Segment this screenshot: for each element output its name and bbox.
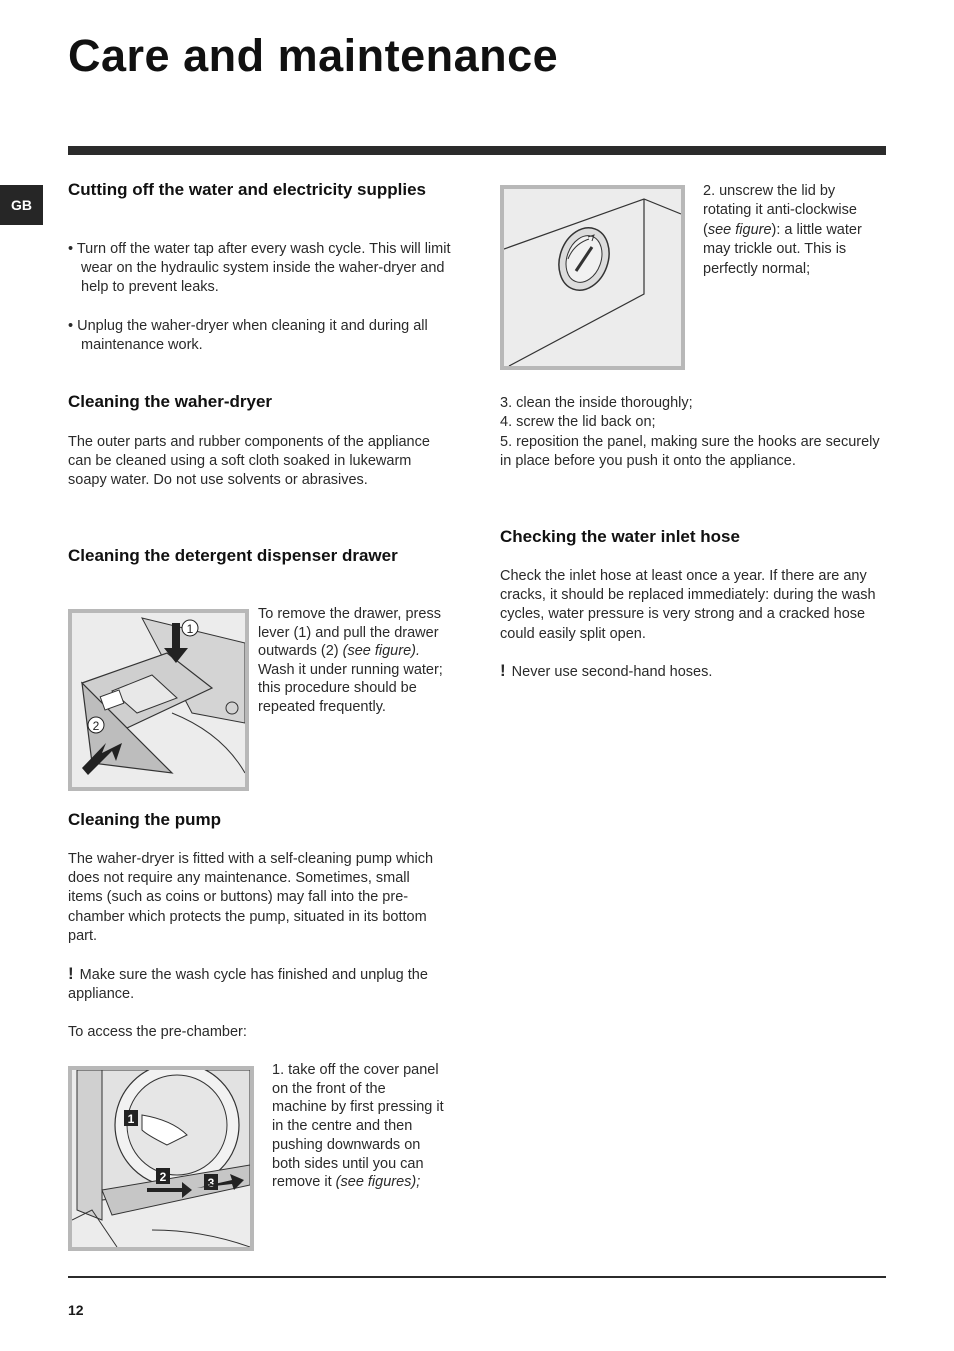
pump-step-3: 3. clean the inside thoroughly; <box>500 395 693 411</box>
pump-step-1-see: (see figures); <box>335 1174 421 1191</box>
pump-step-2-post: ): a little water may trickle out. This is perfectly normal; <box>703 221 862 277</box>
pump-access: To access the pre-chamber: <box>68 1024 247 1040</box>
cleaning-dryer-body: The outer parts and rubber components of the appliance can be cleaned using a soft cloth soaked in lukewarm soapy water. Do not use solvents or abrasives. <box>68 434 430 489</box>
hose-body: Check the inlet hose at least once a year. If there are any cracks, it should be replaced immediately: during the wash cycles, water pressure is very strong and a cracked hose could easily split open. <box>500 568 876 642</box>
heading-cleaning-pump: Cleaning the pump <box>68 810 221 829</box>
figure-dispenser-drawer <box>68 609 249 791</box>
heading-cleaning-dryer: Cleaning the waher-dryer <box>68 392 273 411</box>
warning-icon: ! <box>68 964 74 983</box>
hose-warning <box>500 661 886 682</box>
pump-step-1-text: 1. take off the cover panel on the front of the machine by first pressing it in the centre and then pushing downwards on both sides until you can remove it <box>272 1062 444 1191</box>
dispenser-text-1: To remove the drawer, press lever (1) and pull the drawer outwards (2) <box>258 606 441 660</box>
pump-step-2-see: see figure <box>707 221 772 238</box>
dispenser-see-figure: (see figure). <box>342 643 420 660</box>
bullet-turn-off-tap: • Turn off the water tap after every wash cycle. This will limit wear on the hydraulic system inside the waher-dryer and help to prevent leaks. <box>68 241 451 296</box>
footer-divider <box>68 1276 886 1278</box>
dispenser-text-2: Wash it under running water; this procedure should be repeated frequently. <box>258 661 443 715</box>
header-divider <box>68 146 886 155</box>
figure-cover-panel <box>68 1066 254 1251</box>
pump-step-5: 5. reposition the panel, making sure the hooks are securely in place before you push it onto the appliance. <box>500 434 880 470</box>
pump-warning-text: Make sure the wash cycle has finished and unplug the appliance. <box>68 967 428 1003</box>
language-tab: GB <box>0 185 43 225</box>
pump-step-1 <box>272 1061 444 1192</box>
pump-lid-illustration <box>504 189 681 366</box>
heading-water-inlet-hose: Checking the water inlet hose <box>500 527 740 546</box>
pump-body: The waher-dryer is fitted with a self-cleaning pump which does not require any maintenance. Sometimes, small items (such as coins or buttons) may fall into the pre-chamber which protects the pump, situated in its bottom part. <box>68 851 434 944</box>
heading-dispenser-drawer: Cleaning the detergent dispenser drawer <box>68 546 398 565</box>
figure-label-2: 2 <box>159 1170 167 1184</box>
warning-icon: ! <box>500 661 506 680</box>
hose-warning-text: Never use second-hand hoses. <box>511 664 713 680</box>
pump-warning <box>68 964 443 1004</box>
pump-step-2 <box>703 182 886 279</box>
pump-step-4: 4. screw the lid back on; <box>500 414 656 430</box>
figure-label-1: 1 <box>127 1112 135 1126</box>
page-number: 12 <box>68 1302 84 1318</box>
figure-label-3: 3 <box>207 1176 215 1190</box>
figure-label-1: 1 <box>186 622 194 636</box>
bullet-unplug: • Unplug the waher-dryer when cleaning it and during all maintenance work. <box>68 318 428 354</box>
pump-step-2-pre: 2. unscrew the lid by rotating it anti-clockwise ( <box>703 183 857 238</box>
dispenser-instructions <box>258 605 443 717</box>
page-title: Care and maintenance <box>68 30 559 81</box>
figure-label-2: 2 <box>92 719 100 733</box>
dispenser-drawer-illustration <box>72 613 245 787</box>
cover-panel-illustration <box>72 1070 250 1247</box>
figure-pump-lid <box>500 185 685 370</box>
heading-cutting-off-supplies: Cutting off the water and electricity supplies <box>68 180 426 199</box>
